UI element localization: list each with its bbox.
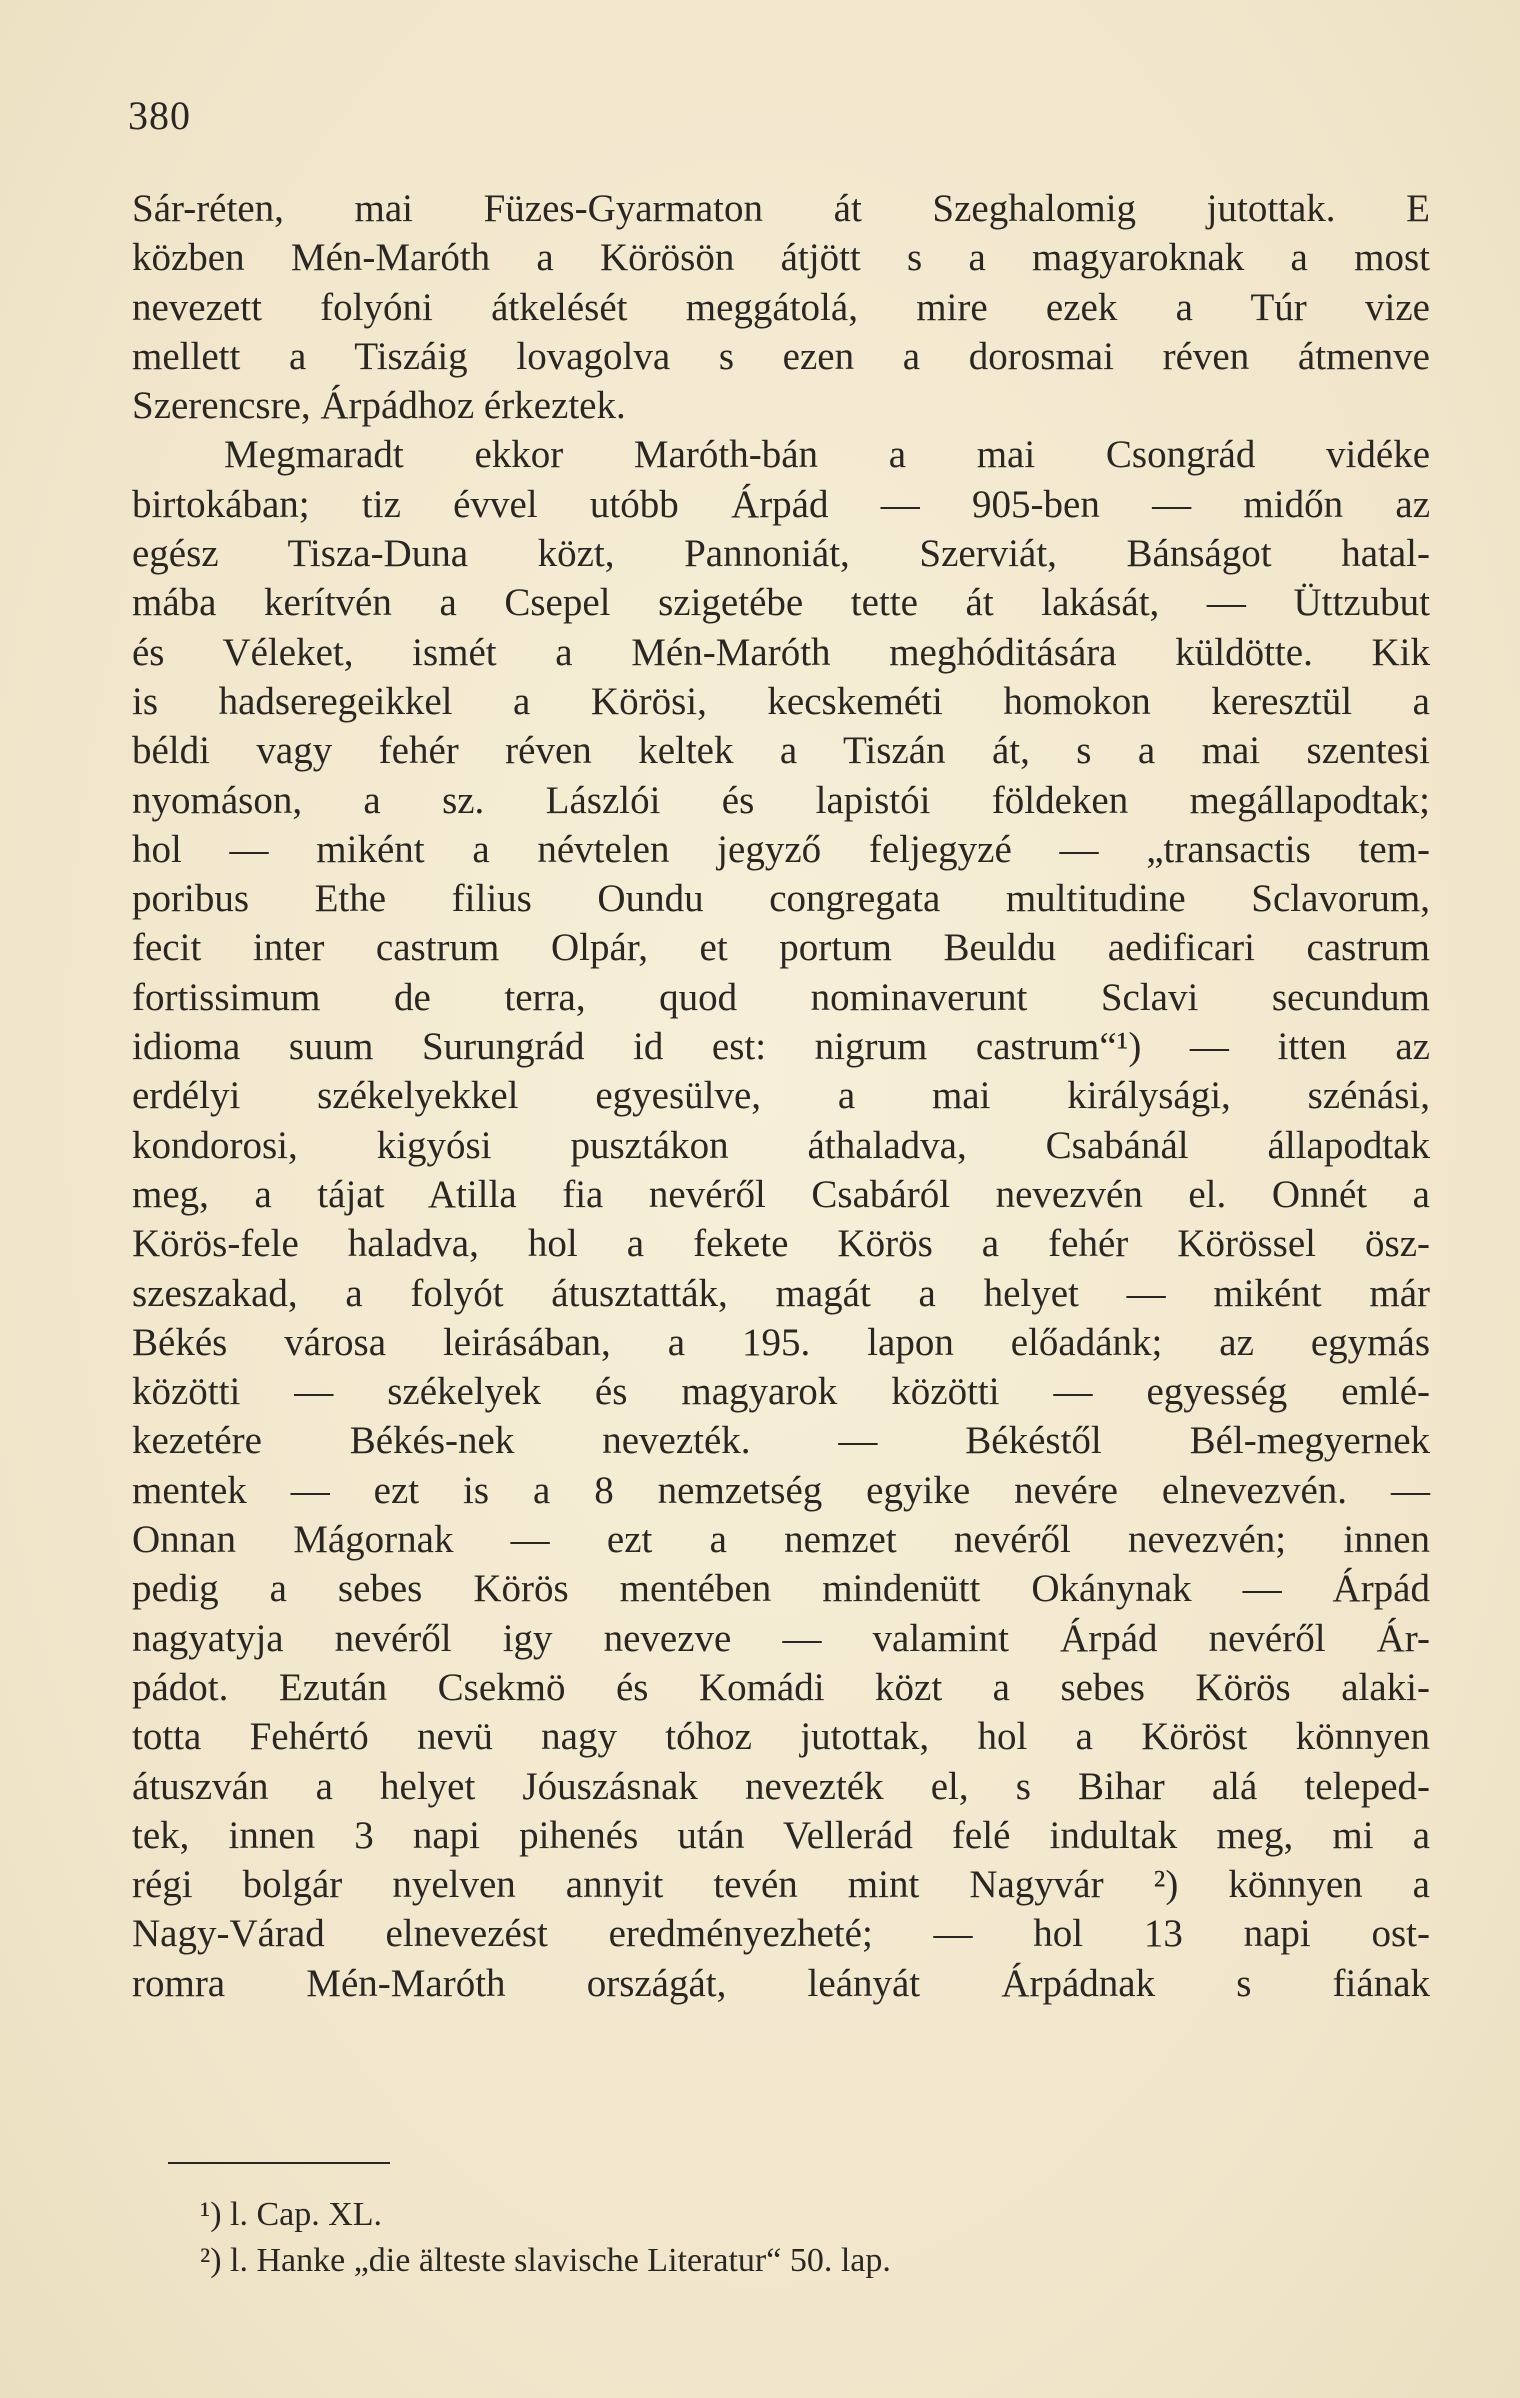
footnote-text: l. Cap. XL. xyxy=(230,2196,383,2233)
text-line: romra Mén-Maróth országát, leányát Árpádnak s fiának xyxy=(132,1961,1430,2005)
text-line: Onnan Mágornak — ezt a nemzet nevéről nevezvén; innen xyxy=(132,1518,1430,1562)
footnote-text: l. Hanke „die älteste slavische Literatur“ 50. lap. xyxy=(230,2242,891,2279)
text-line: meg, a tájat Atilla fia nevéről Csabáról nevezvén el. Onnét a xyxy=(132,1172,1430,1216)
text-line: kezetére Békés-nek nevezték. — Békéstől Bél-megyernek xyxy=(132,1419,1430,1463)
text-line: hol — miként a névtelen jegyző feljegyzé — „transactis tem- xyxy=(132,827,1430,871)
text-line: Békés városa leirásában, a 195. lapon előadánk; az egymás xyxy=(132,1320,1430,1364)
text-line: fecit inter castrum Olpár, et portum Beuldu aedificari castrum xyxy=(132,926,1430,970)
text-line: közben Mén-Maróth a Körösön átjött s a magyaroknak a most xyxy=(132,236,1430,280)
footnote-1 xyxy=(200,2192,1300,2238)
text-line: is hadseregeikkel a Körösi, kecskeméti homokon keresztül a xyxy=(132,679,1430,723)
text-line: totta Fehértó nevü nagy tóhoz jutottak, hol a Köröst könnyen xyxy=(132,1715,1430,1759)
footnote-2 xyxy=(200,2238,1300,2284)
text-line: pedig a sebes Körös mentében mindenütt Okánynak — Árpád xyxy=(132,1567,1430,1611)
footnotes xyxy=(200,2192,1300,2284)
text-line: Szerencsre, Árpádhoz érkeztek. xyxy=(132,384,626,428)
text-line: Nagy-Várad elnevezést eredményezheté; — hol 13 napi ost- xyxy=(132,1912,1430,1956)
text-line: nevezett folyóni átkelését meggátolá, mire ezek a Túr vize xyxy=(132,285,1430,329)
text-line: átuszván a helyet Jóuszásnak nevezték el, s Bihar alá teleped- xyxy=(132,1764,1430,1808)
text-line: pádot. Ezután Csekmö és Komádi közt a sebes Körös alaki- xyxy=(132,1665,1430,1709)
text-line: mába kerítvén a Csepel szigetébe tette át lakását, — Üttzubut xyxy=(132,581,1430,625)
text-line: béldi vagy fehér réven keltek a Tiszán át, s a mai szentesi xyxy=(132,729,1430,773)
paragraph-start-line: Megmaradt ekkor Maróth-bán a mai Csongrád vidéke xyxy=(224,433,1430,477)
text-line: birtokában; tiz évvel utóbb Árpád — 905-ben — midőn az xyxy=(132,482,1430,526)
text-line: nyomáson, a sz. Lászlói és lapistói földeken megállapodtak; xyxy=(132,778,1430,822)
text-line: tek, innen 3 napi pihenés után Vellerád felé indultak meg, mi a xyxy=(132,1813,1430,1857)
text-line: régi bolgár nyelven annyit tevén mint Nagyvár ²) könnyen a xyxy=(132,1863,1430,1907)
text-line: szeszakad, a folyót átusztatták, magát a helyet — miként már xyxy=(132,1271,1430,1315)
body-text xyxy=(132,184,1430,2008)
text-line: poribus Ethe filius Oundu congregata multitudine Sclavorum, xyxy=(132,877,1430,921)
text-line: mellett a Tiszáig lovagolva s ezen a dorosmai réven átmenve xyxy=(132,334,1430,378)
text-line: nagyatyja nevéről igy nevezve — valamint Árpád nevéről Ár- xyxy=(132,1616,1430,1660)
text-line: közötti — székelyek és magyarok közötti — egyesség emlé- xyxy=(132,1370,1430,1414)
text-line: mentek — ezt is a 8 nemzetség egyike nevére elnevezvén. — xyxy=(132,1468,1430,1512)
text-line: Körös-fele haladva, hol a fekete Körös a fehér Körössel ösz- xyxy=(132,1222,1430,1266)
text-line: erdélyi székelyekkel egyesülve, a mai királysági, szénási, xyxy=(132,1074,1430,1118)
page-number: 380 xyxy=(128,93,191,138)
footnote-mark: ¹) xyxy=(200,2196,222,2233)
text-line: és Véleket, ismét a Mén-Maróth meghóditására küldötte. Kik xyxy=(132,630,1430,674)
text-line: egész Tisza-Duna közt, Pannoniát, Szerviát, Bánságot hatal- xyxy=(132,532,1430,576)
text-line: idioma suum Surungrád id est: nigrum castrum“¹) — itten az xyxy=(132,1025,1430,1069)
footnote-divider xyxy=(168,2162,390,2164)
text-line: kondorosi, kigyósi pusztákon áthaladva, Csabánál állapodtak xyxy=(132,1123,1430,1167)
text-line: Sár-réten, mai Füzes-Gyarmaton át Szeghalomig jutottak. E xyxy=(132,187,1430,230)
text-line: fortissimum de terra, quod nominaverunt Sclavi secundum xyxy=(132,975,1430,1019)
footnote-mark: ²) xyxy=(200,2242,222,2279)
